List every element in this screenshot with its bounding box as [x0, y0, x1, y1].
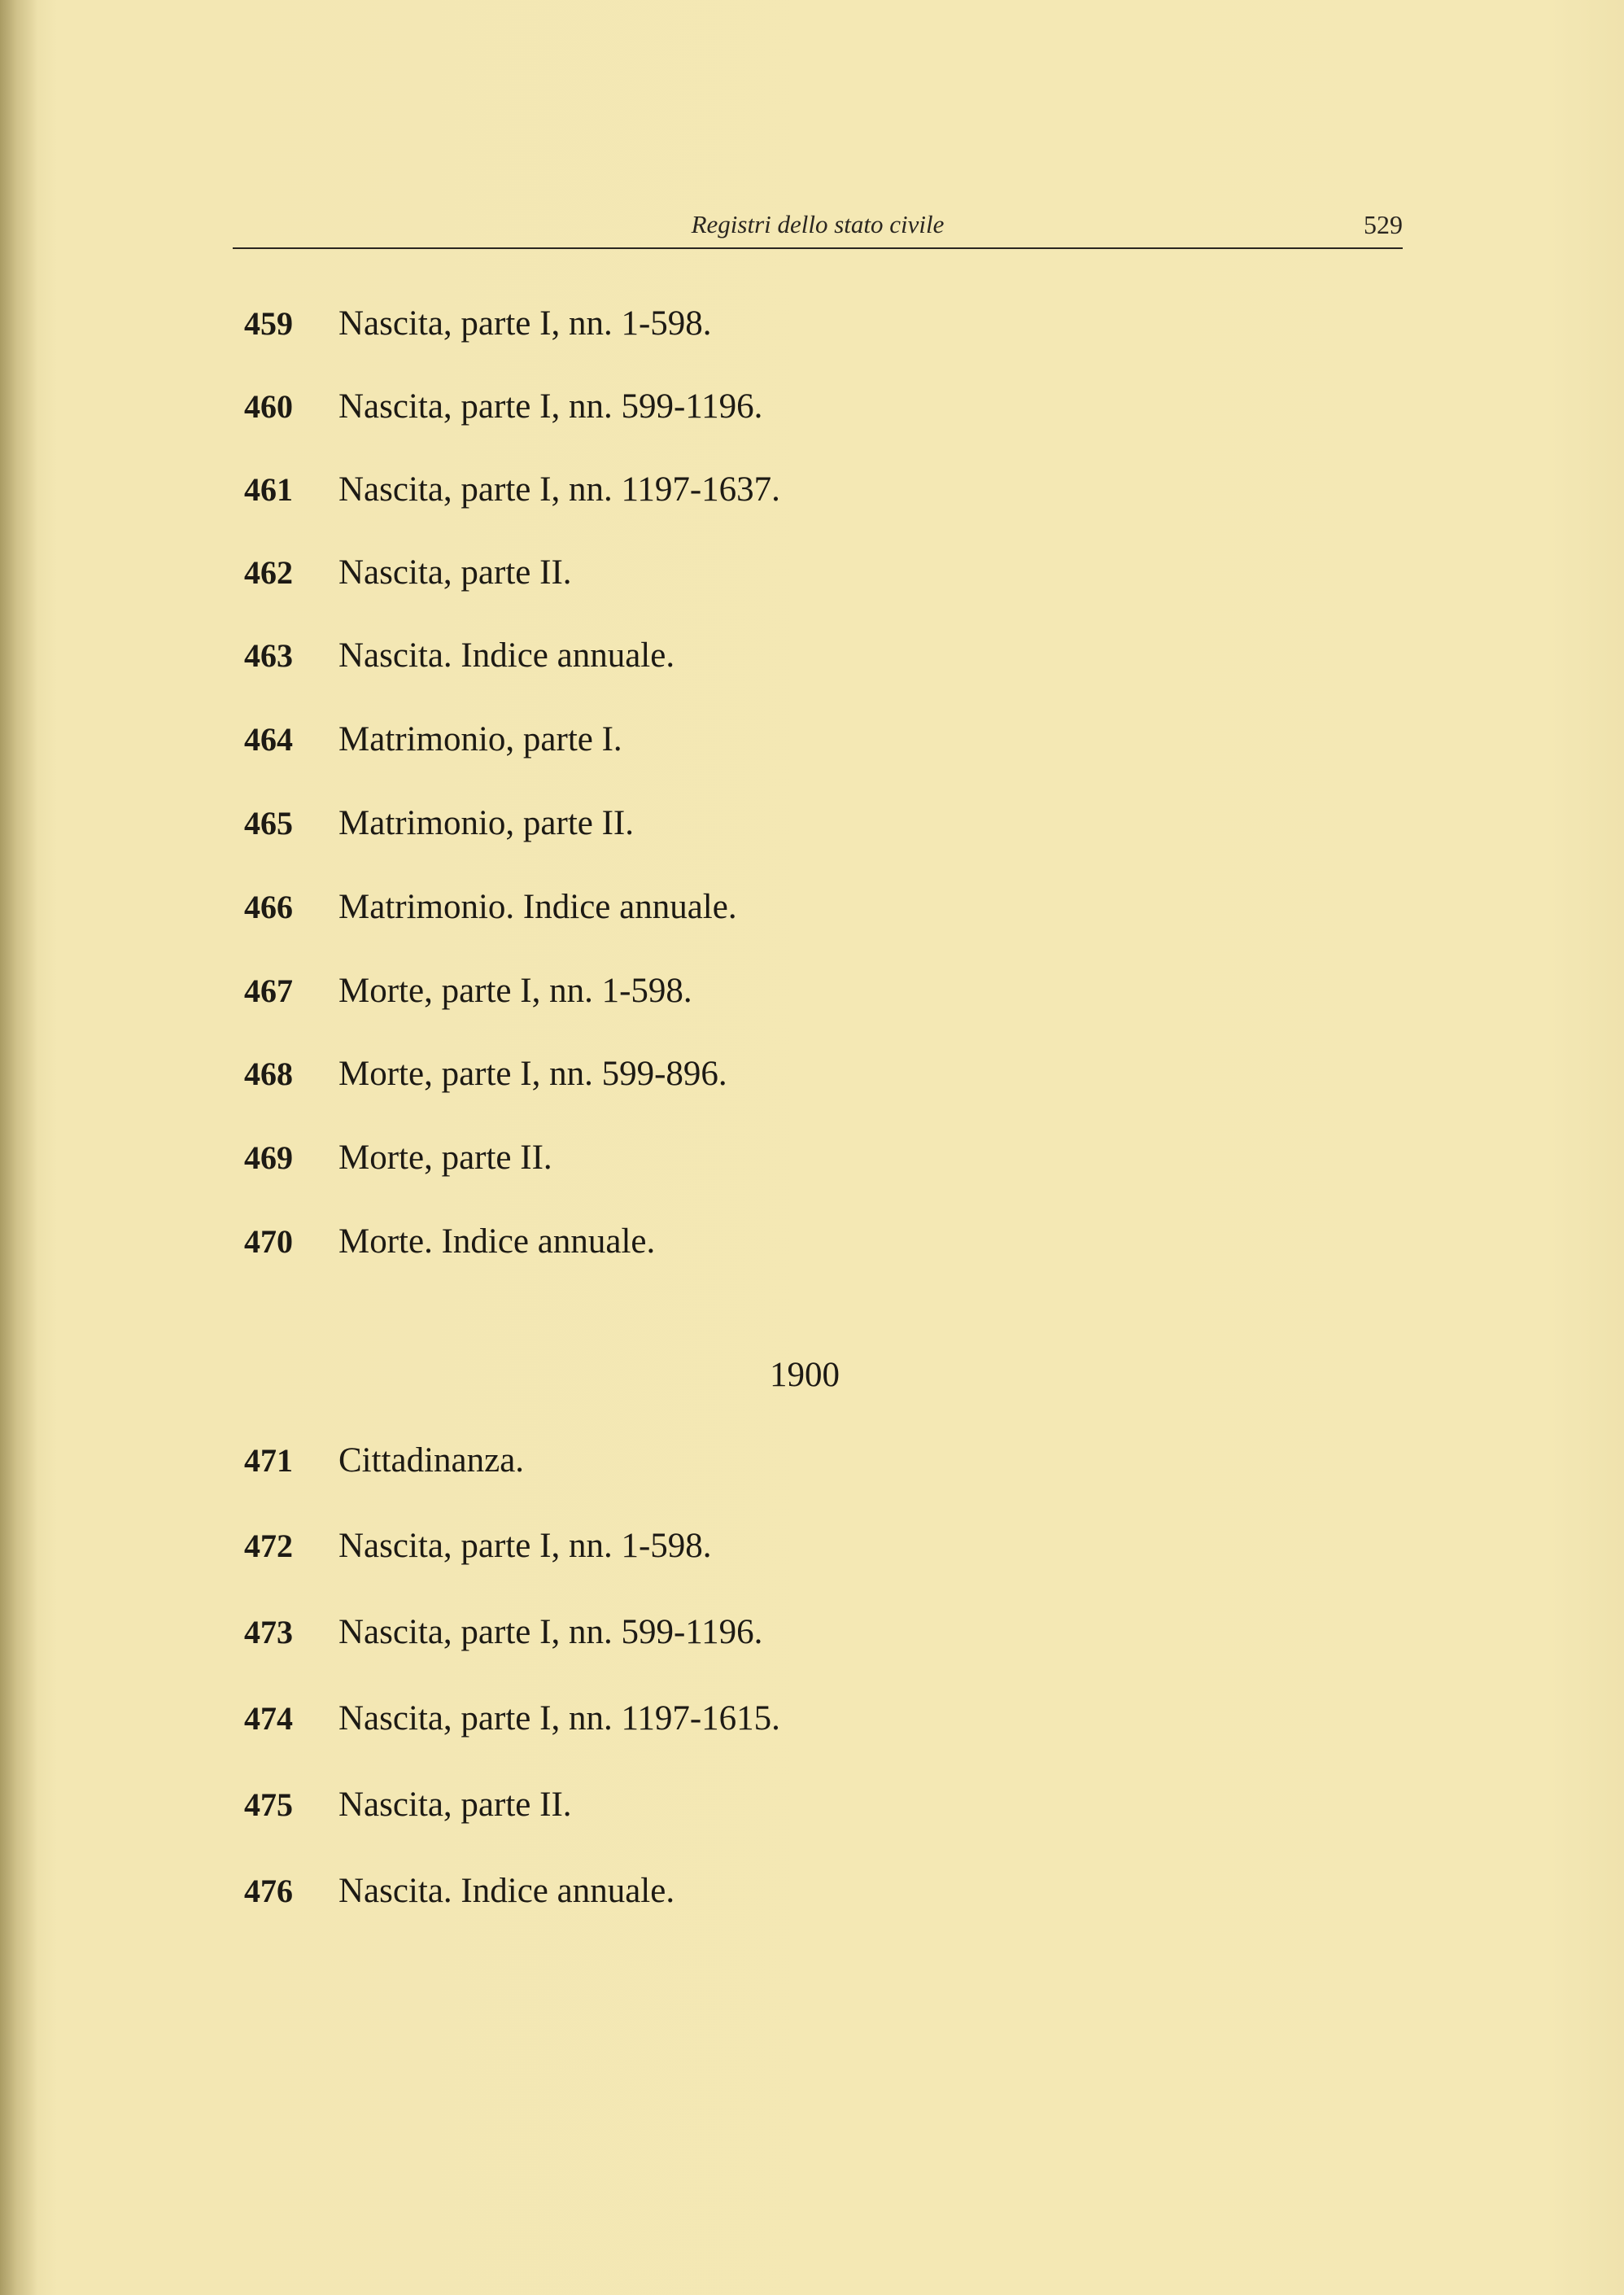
- year-heading: 1900: [770, 1356, 840, 1394]
- list-item: [244, 1608, 762, 1657]
- entry-number: 472: [244, 1528, 293, 1564]
- page-number: 529: [1364, 210, 1403, 239]
- entry-description: Nascita. Indice annuale.: [338, 1872, 675, 1910]
- entry-description: Morte, parte II.: [338, 1139, 552, 1177]
- list-item: [244, 1694, 780, 1743]
- list-item: [244, 1522, 712, 1571]
- list-item: [244, 1050, 727, 1099]
- entry-description: Nascita, parte I, nn. 599-1196.: [338, 1613, 763, 1651]
- entry-number: 476: [244, 1873, 293, 1909]
- entry-description: Matrimonio. Indice annuale.: [338, 888, 737, 926]
- page-header: [233, 205, 1403, 249]
- entry-description: Matrimonio, parte I.: [338, 720, 622, 758]
- list-item: [244, 1867, 674, 1916]
- entry-number: 466: [244, 889, 293, 925]
- entry-number: 463: [244, 637, 293, 674]
- entry-number: 464: [244, 721, 293, 758]
- entry-description: Cittadinanza.: [338, 1441, 525, 1480]
- entry-number: 459: [244, 305, 293, 342]
- list-item: [244, 799, 634, 848]
- list-item: [244, 1436, 524, 1485]
- entry-description: Nascita. Indice annuale.: [338, 636, 675, 675]
- entry-description: Nascita, parte I, nn. 1-598.: [338, 1527, 712, 1565]
- entry-description: Nascita, parte II.: [338, 1786, 572, 1824]
- entry-number: 471: [244, 1442, 293, 1479]
- list-item: [244, 715, 622, 764]
- entry-description: Nascita, parte I, nn. 599-1196.: [338, 387, 763, 426]
- list-item: [244, 883, 737, 932]
- entry-description: Nascita, parte II.: [338, 553, 572, 592]
- book-spine-shadow: [0, 0, 37, 2295]
- entry-description: Matrimonio, parte II.: [338, 804, 635, 842]
- entry-number: 469: [244, 1139, 293, 1176]
- entry-description: Morte. Indice annuale.: [338, 1222, 656, 1261]
- entry-description: Morte, parte I, nn. 1-598.: [338, 972, 692, 1010]
- entry-number: 474: [244, 1700, 293, 1737]
- entry-description: Nascita, parte I, nn. 1197-1637.: [338, 470, 780, 509]
- list-item: [244, 549, 572, 597]
- entry-number: 462: [244, 554, 293, 591]
- list-item: [244, 299, 712, 348]
- entry-number: 468: [244, 1056, 293, 1092]
- entry-description: Morte, parte I, nn. 599-896.: [338, 1055, 727, 1093]
- entry-description: Nascita, parte I, nn. 1-598.: [338, 304, 712, 343]
- list-item: [244, 466, 780, 514]
- list-item: [244, 1217, 655, 1266]
- entry-number: 473: [244, 1614, 293, 1650]
- entry-number: 460: [244, 388, 293, 425]
- entry-number: 470: [244, 1223, 293, 1260]
- entry-description: Nascita, parte I, nn. 1197-1615.: [338, 1699, 780, 1738]
- entry-number: 465: [244, 805, 293, 842]
- list-item: [244, 632, 674, 680]
- entry-number: 461: [244, 471, 293, 508]
- list-item: [244, 1134, 552, 1182]
- list-item: [244, 1781, 572, 1829]
- entry-number: 467: [244, 973, 293, 1009]
- list-item: [244, 967, 692, 1016]
- list-item: [244, 382, 762, 431]
- running-title: Registri dello stato civile: [691, 210, 945, 238]
- entry-number: 475: [244, 1786, 293, 1823]
